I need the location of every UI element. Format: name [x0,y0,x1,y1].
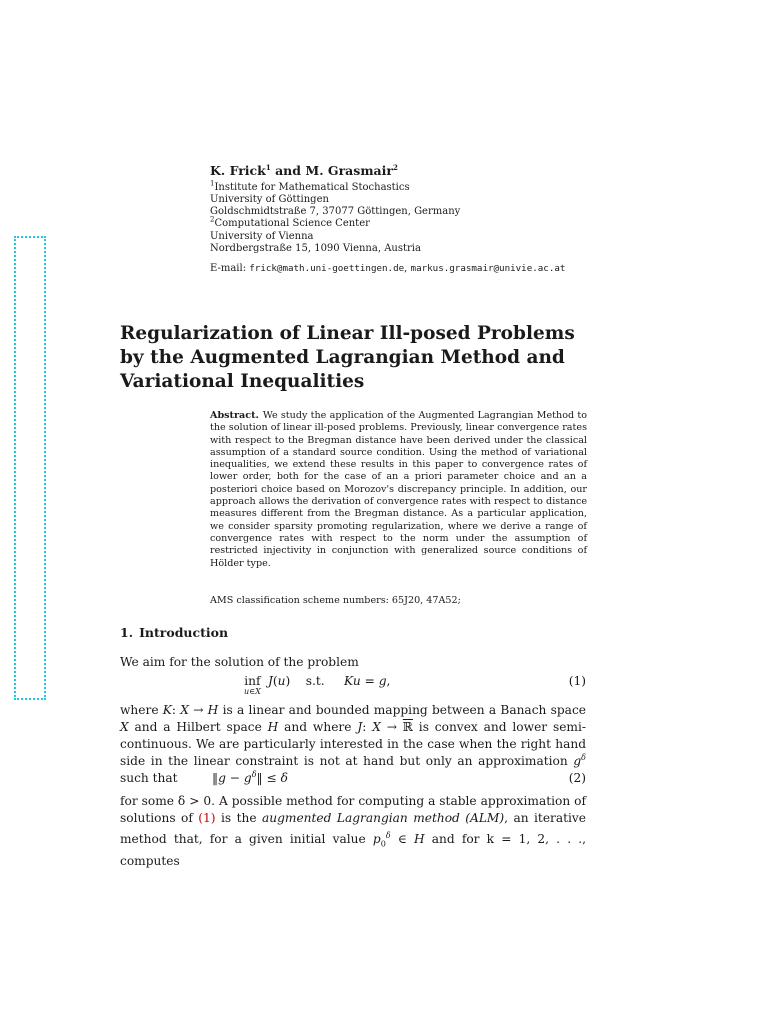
equation-2-body: ‖g − $g^\delta‖ \le \delta$ [212,769,288,785]
author-grasmair: M. Grasmair [305,163,393,178]
email-frick: frick@math.uni-goettingen.de [249,263,405,274]
equation-2-number: (2) [568,771,586,785]
equation-1 [120,674,586,704]
affiliation-line: University of Göttingen [210,194,329,205]
abstract-text: We study the application of the Augmented Lagrangian Method to the solution of linear ill-posed problems. Previously, linear convergence rates with respect to the Bregman distance have been derived under the classical assumption of a standard source condition. Using the method of variational inequalities, we extend these results in this paper to convergence rates of lower order, both for the case of an a priori parameter choice and an a posteriori choice based on Morozov's discrepancy principle. In addition, our approach allows the derivation of convergence rates with respect to distance measures different from the Bregman distance. As a particular application, we consider sparsity promoting regularization, where we derive a range of convergence rates with respect to the norm under the assumption of restricted injectivity in conjunction with generalized source conditions of Hölder type. [210,410,587,569]
equation-1-number: (1) [568,674,586,688]
equation-reference-link[interactable]: (1) [198,811,216,825]
intro-paragraph-1: We aim for the solution of the problem [120,655,359,669]
paper-title: Regularization of Linear Ill-posed Problems by the Augmented Lagrangian Method and Variational Inequalities [120,323,575,392]
abstract [210,410,587,570]
author-line [210,163,398,178]
affil-mark-2: 2 [210,215,215,224]
email-label: E-mail: [210,263,247,274]
section-title: Introduction [139,625,229,640]
affiliation-line: Nordbergstraße 15, 1090 Vienna, Austria [210,243,421,254]
section-number: 1. [120,625,134,640]
author-and: and [275,163,302,178]
affiliation-line: $^2$Computational Science Center [210,215,370,229]
alm-term: augmented Lagrangian method (ALM) [261,811,505,825]
author-frick: K. Frick [210,163,266,178]
ams-classification: AMS classification scheme numbers: 65J20, 47A52; [210,595,461,606]
affiliation-line: $^1$Institute for Mathematical Stochastics [210,179,410,193]
affil-mark-1: 1 [210,179,215,188]
email-grasmair: markus.grasmair@univie.ac.at [410,263,566,274]
abstract-label: Abstract. [210,410,259,421]
equation-1-inf: inf u∈X [244,674,261,696]
affiliation-line: University of Vienna [210,231,314,242]
equation-2 [120,771,586,789]
equation-1-body: J(u) s.t. Ku = g, [268,674,391,688]
author-grasmair-mark: 2 [392,162,398,172]
intro-paragraph-3: for some δ > 0. A possible method for computing a stable approximation of solutions of (1) is the augmented Lagrangian method (ALM), an iterative method that, for a given initial value $p_0^\delta$ ∈ H and for k = 1, 2, . . ., computes [120,794,587,868]
intro-paragraph-2: where K: X → H is a linear and bounded mapping between a Banach space X and a Hilbert space H and where J: X → ℝ is convex and lower semi-continuous. We are particularly interested in the case when the right hand side in the linear constraint is not at hand but only an approximation $g^\delta$ such that [120,703,587,785]
section-heading [120,625,228,640]
margin-frame [14,236,46,700]
affiliation-line: Goldschmidtstraße 7, 37077 Göttingen, Germany [210,206,461,217]
author-frick-mark: 1 [265,162,271,172]
email-line: E-mail: frick@math.uni-goettingen.de, markus.grasmair@univie.ac.at [210,263,566,274]
